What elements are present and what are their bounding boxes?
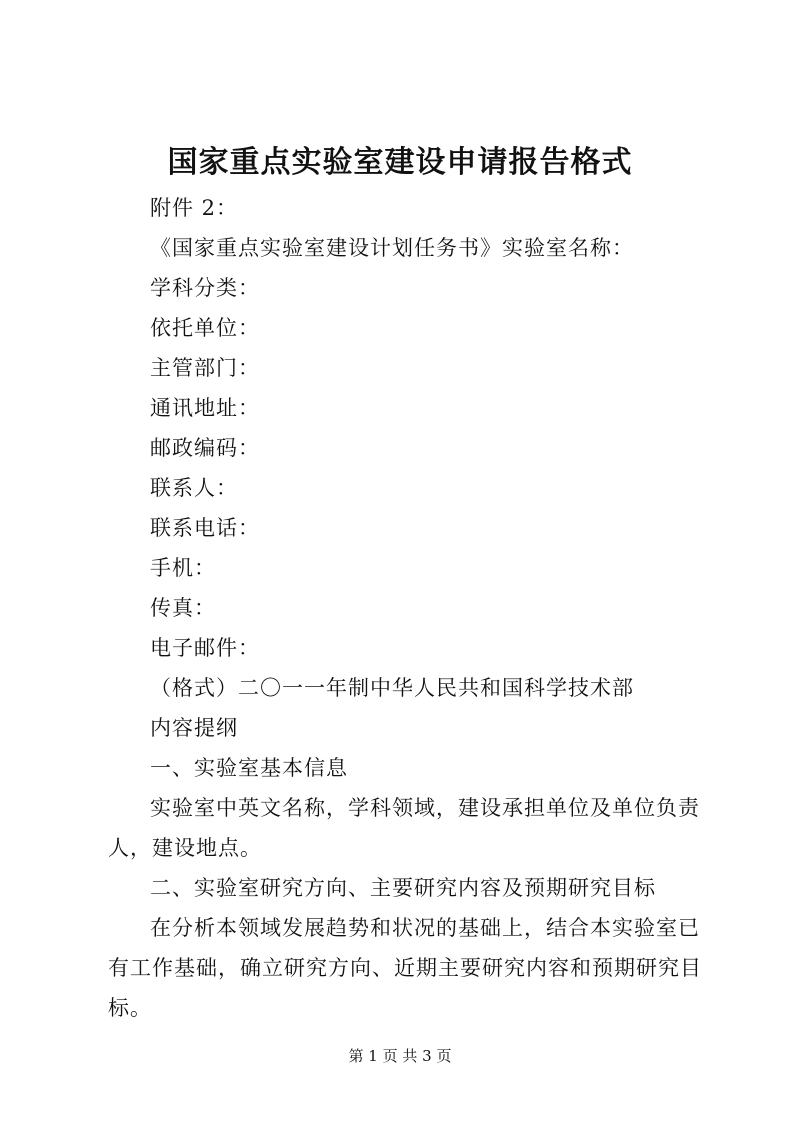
document-title: 国家重点实验室建设申请报告格式 [167, 145, 633, 180]
supervising-dept-field: 主管部门： [150, 356, 260, 380]
attachment-label: 附件 2： [150, 196, 239, 220]
contact-person-field: 联系人： [150, 476, 238, 500]
mobile-field: 手机： [150, 556, 216, 580]
email-field: 电子邮件： [150, 636, 260, 660]
section-2-heading: 二、实验室研究方向、主要研究内容及预期研究目标 [150, 876, 656, 900]
fax-field: 传真： [150, 596, 216, 620]
address-field: 通讯地址： [150, 396, 260, 420]
contact-phone-field: 联系电话： [150, 516, 260, 540]
section-1-paragraph: 实验室中英文名称，学科领域，建设承担单位及单位负责人，建设地点。 [108, 796, 700, 860]
section-1-heading: 一、实验室基本信息 [150, 756, 348, 780]
postal-code-field: 邮政编码： [150, 436, 260, 460]
format-issuer-line: （格式）二〇一一年制中华人民共和国科学技术部 [150, 676, 634, 700]
lab-name-field: 《国家重点实验室建设计划任务书》实验室名称： [150, 236, 634, 260]
document-body [108, 188, 708, 1028]
section-2-paragraph: 在分析本领域发展趋势和状况的基础上，结合本实验室已有工作基础，确立研究方向、近期主要研究内容和预期研究目标。 [108, 916, 702, 1020]
host-unit-field: 依托单位： [150, 316, 260, 340]
discipline-field: 学科分类： [150, 276, 260, 300]
page-footer: 第 1 页 共 3 页 [348, 1047, 452, 1065]
outline-heading: 内容提纲 [150, 716, 238, 740]
